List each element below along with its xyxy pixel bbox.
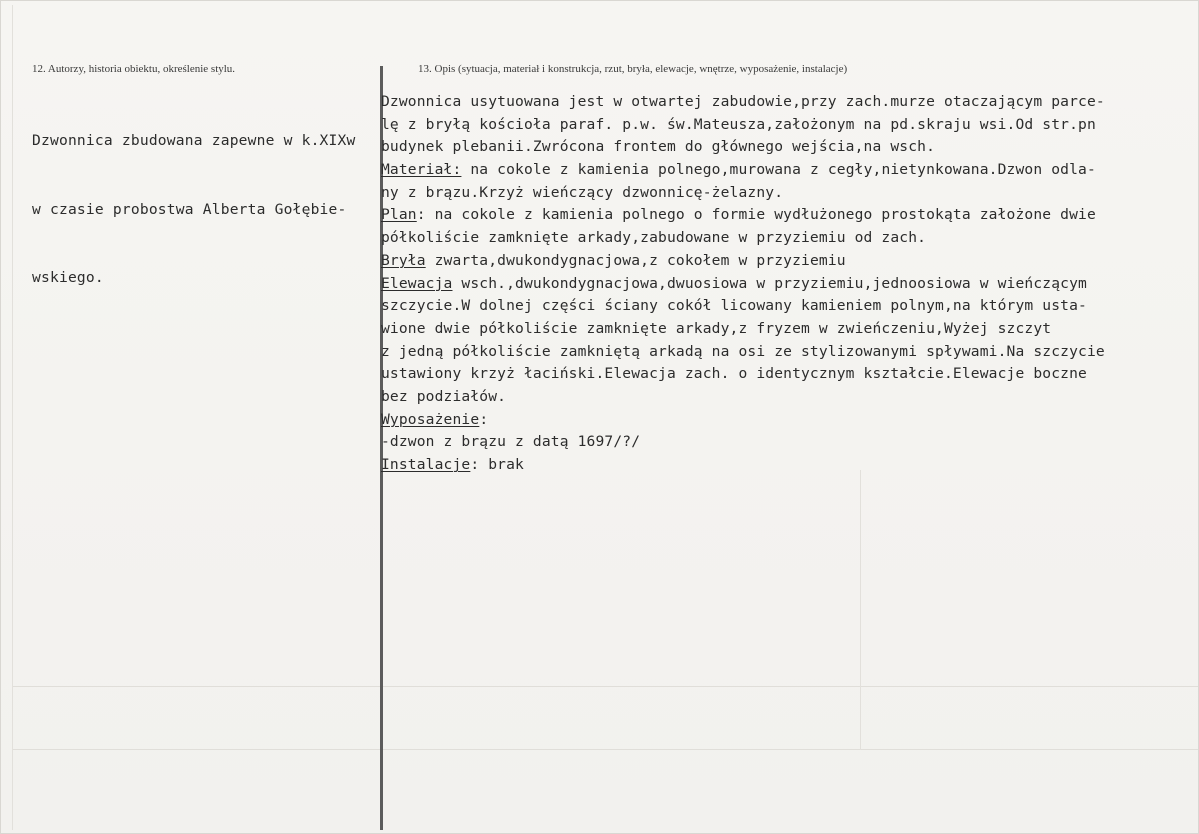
text-line: półkoliście zamknięte arkady,zabudowane w przyziemiu od zach. xyxy=(381,229,927,247)
section-label-material: Materiał: xyxy=(381,161,462,179)
section-label-wyposazenie: Wyposażenie xyxy=(381,410,480,428)
form-rule xyxy=(12,686,1199,687)
section-label-bryla: Bryła xyxy=(381,251,426,269)
text-line: z jedną półkoliście zamkniętą arkadą na osi ze stylizowanymi spływami.Na szczycie xyxy=(381,342,1105,360)
text-line xyxy=(381,159,1193,182)
text-segment: wsch.,dwukondygnacjowa,dwuosiowa w przyziemiu,jednoosiowa w wieńczącym xyxy=(452,274,1087,292)
text-line: Dzwonnica usytuowana jest w otwartej zabudowie,przy zach.murze otaczającym parce- xyxy=(381,93,1105,110)
field-12-text xyxy=(32,85,378,335)
text-segment: : brak xyxy=(470,456,524,473)
text-line: ustawiony krzyż łaciński.Elewacja zach. o identycznym kształcie.Elewacje boczne xyxy=(381,365,1087,383)
text-segment: : xyxy=(479,410,489,428)
faded-stamp xyxy=(10,752,230,824)
text-line: bez podziałów. xyxy=(381,387,507,405)
text-line: ny z brązu.Krzyż wieńczący dzwonnicę-żelazny. xyxy=(381,183,784,201)
text-segment: : na cokole z kamienia polnego o formie wydłużonego prostokąta założone dwie xyxy=(416,206,1096,224)
form-rule xyxy=(860,470,861,750)
section-label-instalacje: Instalacje xyxy=(381,456,471,473)
field-12-header: 12. Autorzy, historia obiektu, określenie stylu. xyxy=(32,63,236,75)
text-line: -dzwon z brązu z datą 1697/?/ xyxy=(381,433,641,451)
text-line: wskiego. xyxy=(32,268,104,286)
form-rule xyxy=(12,749,1199,750)
field-13-header: 13. Opis (sytuacja, materiał i konstrukcja, rzut, bryła, elewacje, wnętrze, wyposażenie, instalacje) xyxy=(418,63,848,75)
text-line: szczycie.W dolnej części ściany cokół licowany kamieniem polnym,na którym usta- xyxy=(381,297,1087,315)
faded-index-strip xyxy=(238,770,1198,810)
text-line xyxy=(381,250,1193,273)
text-line xyxy=(381,409,1193,432)
text-segment: na cokole z kamienia polnego,murowana z cegły,nietynkowana.Dzwon odla- xyxy=(461,161,1096,179)
text-line: w czasie probostwa Alberta Gołębie- xyxy=(32,200,347,218)
section-label-elewacja: Elewacja xyxy=(381,274,453,292)
text-line xyxy=(381,454,1193,477)
text-line: lę z bryłą kościoła paraf. p.w. św.Mateusza,założonym na pd.skraju wsi.Od str.pn xyxy=(381,115,1096,133)
form-rule xyxy=(12,5,13,830)
text-line xyxy=(381,273,1193,296)
text-segment: zwarta,dwukondygnacjowa,z cokołem w przyziemiu xyxy=(425,251,846,269)
text-line: wione dwie półkoliście zamknięte arkady,z fryzem w zwieńczeniu,Wyżej szczyt xyxy=(381,319,1052,337)
field-13-text xyxy=(381,91,1193,477)
text-line: budynek plebanii.Zwrócona frontem do głównego wejścia,na wsch. xyxy=(381,138,936,156)
text-line xyxy=(381,204,1193,227)
section-label-plan: Plan xyxy=(381,206,417,224)
text-line: Dzwonnica zbudowana zapewne w k.XIXw xyxy=(32,132,356,150)
